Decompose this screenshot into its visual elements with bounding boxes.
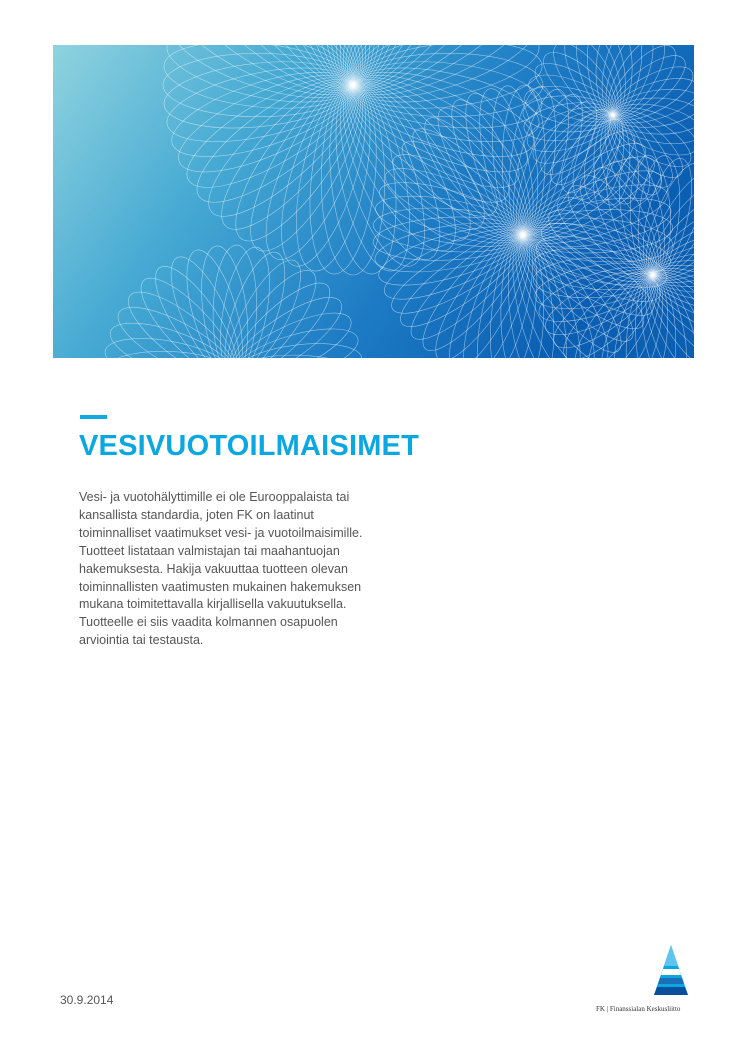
- body-line: Tuotteet listataan valmistajan tai maahantuojan: [79, 543, 340, 558]
- document-date: 30.9.2014: [60, 993, 114, 1007]
- body-line: toiminnallisten vaatimusten mukainen hakemuksen: [79, 579, 362, 594]
- page-title: VESIVUOTOILMAISIMET: [79, 430, 420, 462]
- body-line: mukana toimitettavalla kirjallisella vakuutuksella.: [79, 597, 347, 612]
- body-line: arviointia tai testausta.: [79, 633, 204, 648]
- guilloche-pattern-icon: [53, 45, 694, 358]
- body-line: kansallista standardia, joten FK on laatinut: [79, 507, 314, 522]
- body-line: Tuotteelle ei siis vaadita kolmannen osapuolen: [79, 615, 338, 630]
- title-accent-bar: [80, 415, 107, 419]
- fk-logo-text: FK | Finanssialan Keskusliitto: [596, 1005, 681, 1013]
- cover-banner-image: [53, 45, 694, 358]
- fk-logo: [596, 945, 706, 1015]
- body-line: toiminnalliset vaatimukset vesi- ja vuotoilmaisimille.: [79, 525, 363, 540]
- body-line: Vesi- ja vuotohälyttimille ei ole Eurooppalaista tai: [79, 490, 350, 504]
- body-paragraph: [79, 489, 419, 650]
- body-line: hakemuksesta. Hakija vakuuttaa tuotteen olevan: [79, 561, 348, 576]
- fk-triangle-logo-icon: [654, 945, 688, 995]
